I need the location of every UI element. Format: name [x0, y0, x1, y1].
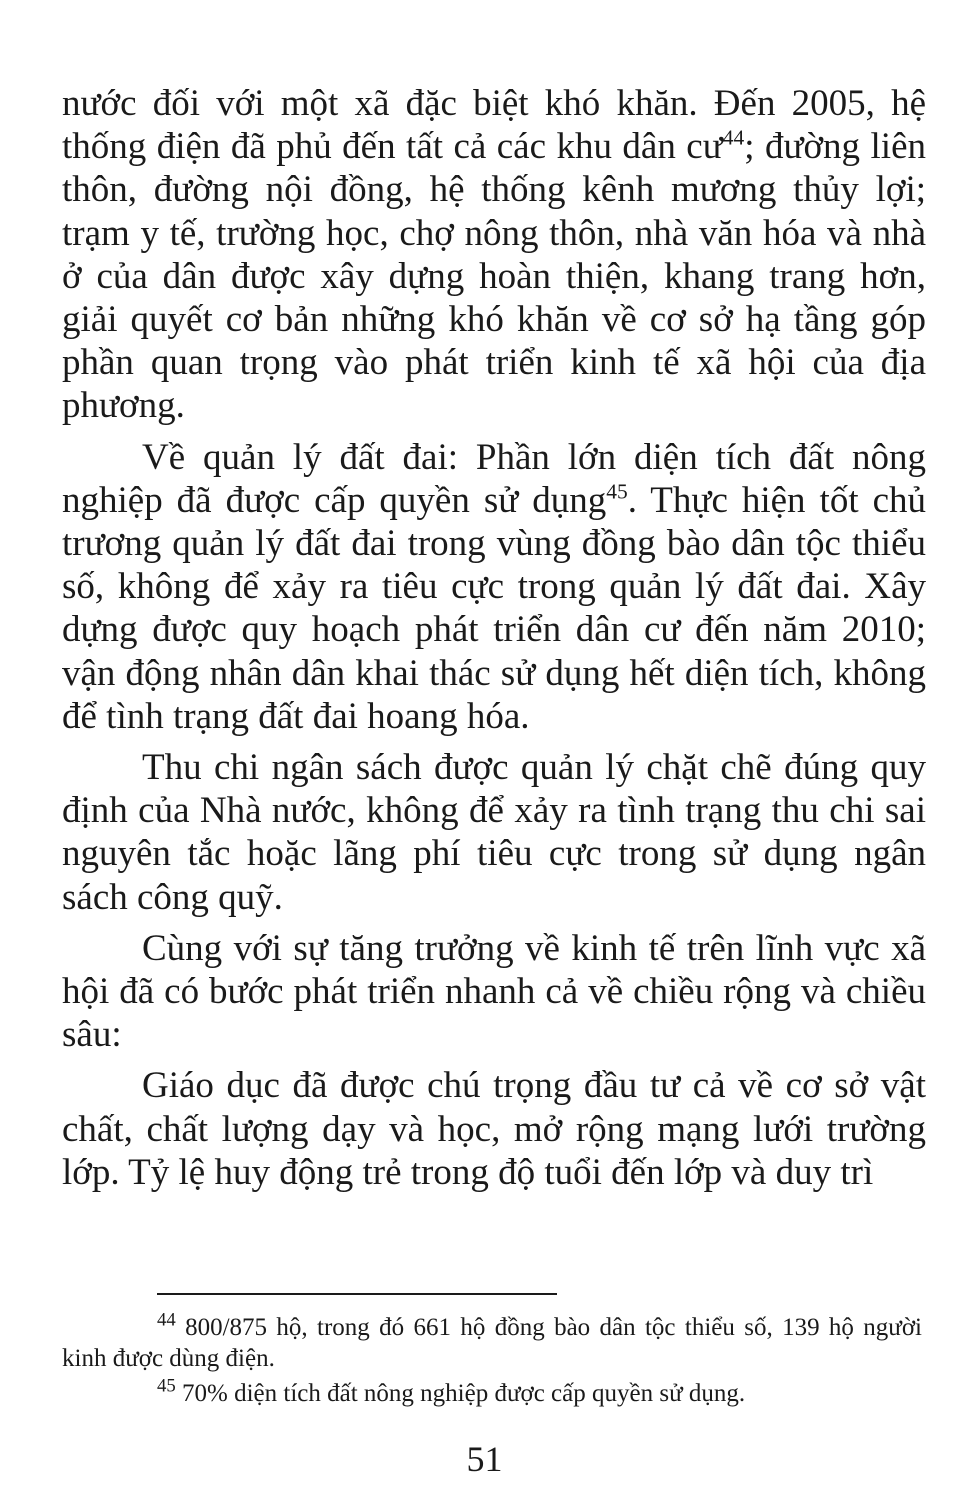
footnote-text: 70% diện tích đất nông nghiệp được cấp quyền sử dụng.: [175, 1380, 746, 1407]
paragraph-land-management: [62, 436, 926, 738]
page-number: 51: [466, 1439, 503, 1479]
paragraph-budget: Thu chi ngân sách được quản lý chặt chẽ đúng quy định của Nhà nước, không để xảy ra tình trạng thu chi sai nguyên tắc hoặc lãng phí tiêu cực trong sử dụng ngân sách công quỹ.: [62, 747, 926, 918]
footnote-number: 44: [157, 1309, 176, 1331]
paragraph-text: ; đường liên thôn, đường nội đồng, hệ thống kênh mương thủy lợi; trạm y tế, trường học, chợ nông thôn, nhà văn hóa và nhà ở của dân được xây dựng hoàn thiện, khang trang hơn, giải quyết cơ bản những khó khăn về cơ sở hạ tầng góp phần quan trọng vào phát triển kinh tế xã hội của địa phương.: [62, 126, 926, 427]
paragraph-social: Cùng với sự tăng trưởng về kinh tế trên lĩnh vực xã hội đã có bước phát triển nhanh cả về chiều rộng và chiều sâu:: [62, 927, 926, 1056]
footnote-45: [62, 1375, 922, 1409]
paragraph-text: nước đối với một xã đặc biệt khó khăn. Đến 2005, hệ thống điện đã phủ đến tất cả các khu dân cư: [62, 83, 926, 168]
footnote-44: [62, 1309, 922, 1374]
body-text: [62, 82, 926, 1202]
footnote-text: 800/875 hộ, trong đó 661 hộ đồng bào dân tộc thiểu số, 139 hộ người kinh được dùng điện.: [62, 1314, 922, 1372]
footnote-divider: [157, 1293, 557, 1295]
footnote-ref-44[interactable]: 44: [722, 125, 745, 150]
paragraph-infrastructure: [62, 82, 926, 428]
paragraph-education: Giáo dục đã được chú trọng đầu tư cả về cơ sở vật chất, chất lượng dạy và học, mở rộng mạng lưới trường lớp. Tỷ lệ huy động trẻ trong độ tuổi đến lớp và duy trì: [62, 1065, 926, 1193]
footnote-number: 45: [157, 1375, 176, 1397]
paragraph-text: . Thực hiện tốt chủ trương quản lý đất đai trong vùng đồng bào dân tộc thiểu số, không để xảy ra tiêu cực trong quản lý đất đai. Xây dựng được quy hoạch phát triển dân cư đến năm 2010; vận động nhân dân khai thác sử dụng hết diện tích, không để tình trạng đất đai hoang hóa.: [62, 479, 927, 737]
footnotes: [62, 1309, 922, 1413]
footnote-ref-45[interactable]: 45: [606, 479, 628, 504]
paragraph-text: Về quản lý đất đai: Phần lớn diện tích đất nông nghiệp đã được cấp quyền sử dụng: [62, 436, 926, 521]
